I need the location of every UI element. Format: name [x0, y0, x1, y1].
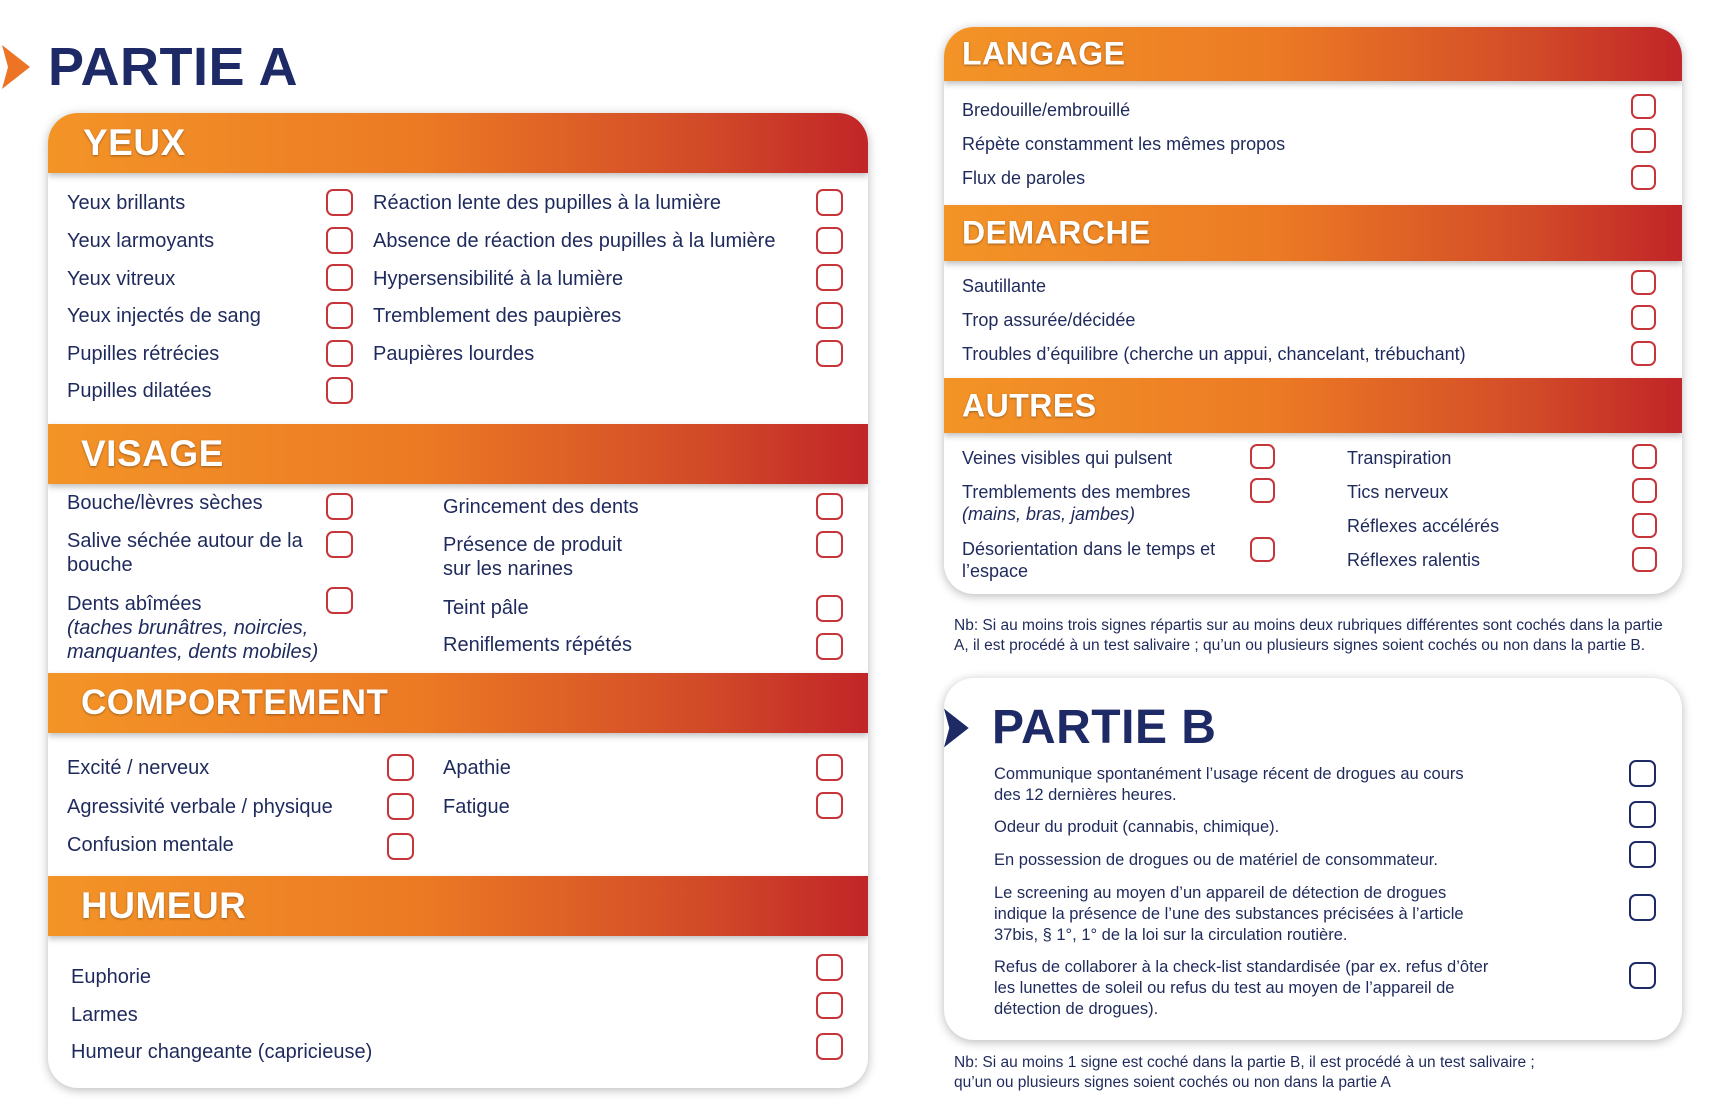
visage-item-label: Grincement des dents — [443, 496, 639, 518]
yeux-item-label: Absence de réaction des pupilles à la lumière — [373, 230, 776, 252]
chevron-right-icon — [0, 42, 34, 92]
euphorie-checkbox[interactable] — [816, 954, 843, 981]
teint-pale-checkbox[interactable] — [816, 595, 843, 622]
section-header-autres — [944, 378, 1682, 433]
partie-b-card — [944, 678, 1682, 1040]
pupilles-dilatees-checkbox[interactable] — [326, 377, 353, 404]
autres-item-label: Transpiration — [1347, 448, 1452, 468]
desorientation-checkbox[interactable] — [1250, 537, 1275, 562]
yeux-item-label: Pupilles rétrécies — [67, 343, 220, 365]
demarche-item-label: Trop assurée/décidée — [962, 310, 1136, 330]
langage-item-label: Bredouille/embrouillé — [962, 100, 1131, 120]
comportement-item-label: Agressivité verbale / physique — [67, 796, 333, 818]
reflexes-ralentis-checkbox[interactable] — [1632, 547, 1657, 572]
note-partie-b: Nb: Si au moins 1 signe est coché dans la partie B, il est procédé à un test salivaire ; qu’un ou plusieurs signes soient cochés ou non dans la partie A — [954, 1054, 1535, 1091]
yeux-injectes-checkbox[interactable] — [326, 302, 353, 329]
communique-usage-checkbox[interactable] — [1629, 760, 1656, 787]
section-title-yeux: YEUX — [83, 122, 186, 163]
yeux-item-label: Pupilles dilatées — [67, 380, 212, 402]
partie-a-title: PARTIE A — [48, 37, 299, 97]
demarche-item-label: Sautillante — [962, 276, 1047, 296]
section-title-comportement: COMPORTEMENT — [81, 683, 389, 722]
autres-item-label: Réflexes ralentis — [1347, 550, 1481, 570]
pupilles-retrecies-checkbox[interactable] — [326, 340, 353, 367]
tremblements-membres-checkbox[interactable] — [1250, 478, 1275, 503]
odeur-produit-checkbox[interactable] — [1629, 801, 1656, 828]
partie-b-item-label: Communique spontanément l’usage récent de drogues au cours des 12 dernières heures. — [994, 765, 1464, 804]
yeux-item-label: Hypersensibilité à la lumière — [373, 268, 624, 290]
langage-item-label: Flux de paroles — [962, 168, 1086, 188]
section-title-autres: AUTRES — [962, 387, 1097, 423]
grincement-dents-checkbox[interactable] — [816, 493, 843, 520]
humeur-item-label: Euphorie — [71, 966, 152, 988]
comportement-item-label: Apathie — [443, 757, 511, 779]
autres-item-label: Tics nerveux — [1347, 482, 1449, 502]
paupieres-lourdes-checkbox[interactable] — [816, 340, 843, 367]
reaction-lente-checkbox[interactable] — [816, 189, 843, 216]
apathie-checkbox[interactable] — [816, 754, 843, 781]
chevron-right-icon — [944, 705, 974, 751]
bouche-seche-checkbox[interactable] — [326, 493, 353, 520]
trop-assuree-checkbox[interactable] — [1631, 305, 1656, 330]
partie-b-title: PARTIE B — [992, 701, 1217, 754]
note-partie-a: Nb: Si au moins trois signes répartis sur au moins deux rubriques différentes sont cochés dans la partie A, il est procédé à un test salivaire ; qu’un ou plusieurs signes soient cochés ou non dans la partie B. — [954, 617, 1663, 654]
partie-b-item-label: Refus de collaborer à la check-list standardisée (par ex. refus d’ôter les lunettes de soleil ou refus du test au moyen de l’appareil de détection de drogues). — [994, 958, 1489, 1018]
partie-b-heading — [944, 700, 1216, 755]
yeux-item-label: Tremblement des paupières — [373, 305, 622, 327]
yeux-item-label: Yeux vitreux — [67, 268, 176, 290]
partie-b-item-label: Le screening au moyen d’un appareil de détection de drogues indique la présence de l’une des substances précisées à l’article 37bis, § 1°, 1° de la loi sur la circulation routière. — [994, 884, 1464, 944]
dents-abimees-checkbox[interactable] — [326, 587, 353, 614]
visage-item-label: Dents abîmées (taches brunâtres, noircies, manquantes, dents mobiles) — [67, 593, 319, 663]
comportement-item-label: Confusion mentale — [67, 834, 234, 856]
refus-collaborer-checkbox[interactable] — [1629, 962, 1656, 989]
section-title-visage: VISAGE — [81, 433, 224, 474]
larmes-checkbox[interactable] — [816, 992, 843, 1019]
confusion-mentale-checkbox[interactable] — [387, 833, 414, 860]
demarche-item-label: Troubles d’équilibre (cherche un appui, chancelant, trébuchant) — [962, 344, 1466, 364]
section-header-visage — [48, 424, 868, 484]
screening-checkbox[interactable] — [1629, 894, 1656, 921]
humeur-item-label: Larmes — [71, 1004, 138, 1026]
section-header-yeux — [48, 113, 868, 173]
agressivite-checkbox[interactable] — [387, 793, 414, 820]
repete-propos-checkbox[interactable] — [1631, 128, 1656, 153]
reflexes-acceleres-checkbox[interactable] — [1632, 513, 1657, 538]
yeux-item-label: Paupières lourdes — [373, 343, 535, 365]
visage-item-label: Reniflements répétés — [443, 634, 632, 656]
yeux-item-label: Yeux injectés de sang — [67, 305, 261, 327]
visage-item-label: Présence de produit sur les narines — [443, 534, 623, 580]
section-header-langage — [944, 27, 1682, 81]
yeux-vitreux-checkbox[interactable] — [326, 264, 353, 291]
yeux-item-label: Yeux brillants — [67, 192, 186, 214]
tremblement-paupieres-checkbox[interactable] — [816, 302, 843, 329]
section-header-humeur — [48, 876, 868, 936]
fatigue-checkbox[interactable] — [816, 792, 843, 819]
excite-nerveux-checkbox[interactable] — [387, 754, 414, 781]
flux-paroles-checkbox[interactable] — [1631, 165, 1656, 190]
comportement-item-label: Fatigue — [443, 796, 510, 818]
yeux-larmoyants-checkbox[interactable] — [326, 227, 353, 254]
autres-item-label: Désorientation dans le temps et l’espace — [962, 539, 1216, 581]
presence-produit-checkbox[interactable] — [816, 531, 843, 558]
section-header-comportement — [48, 673, 868, 733]
tics-nerveux-checkbox[interactable] — [1632, 478, 1657, 503]
partie-a-heading — [0, 36, 298, 98]
hypersensibilite-checkbox[interactable] — [816, 264, 843, 291]
veines-visibles-checkbox[interactable] — [1250, 444, 1275, 469]
reniflements-checkbox[interactable] — [816, 633, 843, 660]
yeux-brillants-checkbox[interactable] — [326, 189, 353, 216]
humeur-changeante-checkbox[interactable] — [816, 1033, 843, 1060]
partie-b-item-label: Odeur du produit (cannabis, chimique). — [994, 818, 1280, 836]
section-title-humeur: HUMEUR — [81, 885, 247, 926]
salive-sechee-checkbox[interactable] — [326, 531, 353, 558]
absence-reaction-checkbox[interactable] — [816, 227, 843, 254]
section-title-langage: LANGAGE — [962, 35, 1126, 72]
comportement-item-label: Excité / nerveux — [67, 757, 210, 779]
langage-item-label: Répète constamment les mêmes propos — [962, 134, 1286, 154]
partie-b-item-label: En possession de drogues ou de matériel de consommateur. — [994, 851, 1438, 869]
partie-a-card — [48, 113, 868, 1088]
visage-item-label: Bouche/lèvres sèches — [67, 492, 263, 514]
visage-item-label: Teint pâle — [443, 597, 529, 619]
troubles-equilibre-checkbox[interactable] — [1631, 341, 1656, 366]
yeux-item-label: Réaction lente des pupilles à la lumière — [373, 192, 721, 214]
partie-a-card-continued — [944, 27, 1682, 594]
transpiration-checkbox[interactable] — [1632, 444, 1657, 469]
autres-item-label: Tremblements des membres (mains, bras, jambes) — [962, 482, 1191, 524]
bredouille-checkbox[interactable] — [1631, 94, 1656, 119]
visage-item-label: Salive séchée autour de la bouche — [67, 530, 303, 576]
yeux-item-label: Yeux larmoyants — [67, 230, 215, 252]
autres-item-label: Réflexes accélérés — [1347, 516, 1500, 536]
humeur-item-label: Humeur changeante (capricieuse) — [71, 1041, 373, 1063]
possession-drogues-checkbox[interactable] — [1629, 841, 1656, 868]
section-title-demarche: DEMARCHE — [962, 214, 1151, 251]
section-header-demarche — [944, 205, 1682, 261]
sautillante-checkbox[interactable] — [1631, 270, 1656, 295]
autres-item-label: Veines visibles qui pulsent — [962, 448, 1173, 468]
